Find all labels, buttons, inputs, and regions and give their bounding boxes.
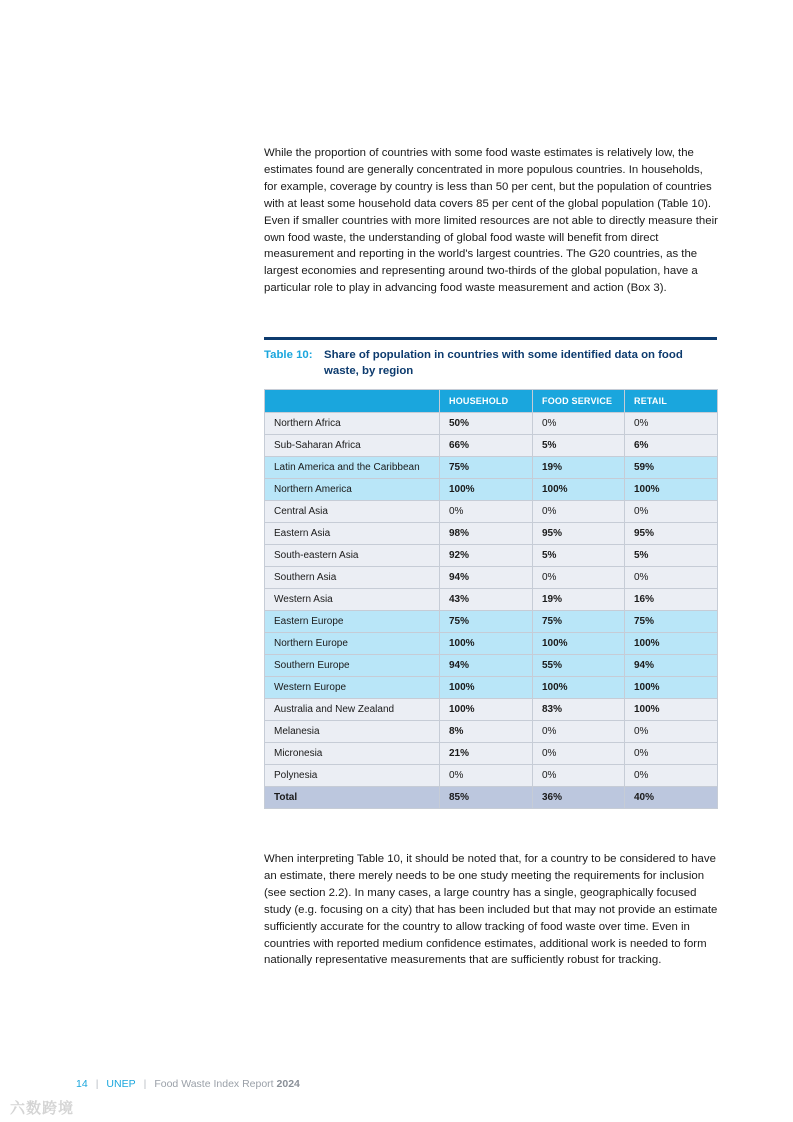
food-service-cell: 83% — [533, 699, 625, 721]
food-service-cell: 19% — [533, 457, 625, 479]
table-row — [265, 721, 718, 743]
header-region — [265, 390, 440, 413]
table-header-row — [265, 390, 718, 413]
table-title: Share of population in countries with some identified data on food waste, by region — [324, 349, 683, 377]
food-service-cell: 95% — [533, 523, 625, 545]
household-cell: 43% — [440, 589, 533, 611]
table-top-rule — [264, 337, 717, 340]
region-cell: Eastern Europe — [265, 611, 440, 633]
region-cell: Northern Africa — [265, 413, 440, 435]
footer-year: 2024 — [276, 1078, 300, 1090]
retail-cell: 75% — [625, 611, 718, 633]
food-service-cell: 100% — [533, 479, 625, 501]
food-service-cell: 0% — [533, 501, 625, 523]
food-service-cell: 0% — [533, 721, 625, 743]
region-cell: Western Asia — [265, 589, 440, 611]
table-row — [265, 787, 718, 809]
household-cell: 8% — [440, 721, 533, 743]
retail-cell: 100% — [625, 633, 718, 655]
table-row — [265, 633, 718, 655]
region-cell: Sub-Saharan Africa — [265, 435, 440, 457]
footer-report-title: Food Waste Index Report — [154, 1078, 274, 1090]
retail-cell: 0% — [625, 743, 718, 765]
household-cell: 100% — [440, 699, 533, 721]
retail-cell: 95% — [625, 523, 718, 545]
region-cell: South-eastern Asia — [265, 545, 440, 567]
intro-paragraph: While the proportion of countries with some food waste estimates is relatively low, the estimates found are generally concentrated in more populous countries. In households, for example, coverage by country is less than 50 per cent, but the population of countries with at least some household data covers 85 per cent of the global population (Table 10). Even if smaller countries with more limited resources are not able to directly measure their own food waste, the understanding of global food waste will benefit from direct measurement and reporting in the world's largest countries. The G20 countries, as the largest economies and representing around two-thirds of the global population, have a particular role to play in advancing food waste measurement and action (Box 3). — [264, 147, 718, 295]
retail-cell: 40% — [625, 787, 718, 809]
table-row — [265, 523, 718, 545]
region-cell: Polynesia — [265, 765, 440, 787]
region-cell: Northern Europe — [265, 633, 440, 655]
region-cell: Central Asia — [265, 501, 440, 523]
household-cell: 75% — [440, 611, 533, 633]
retail-cell: 5% — [625, 545, 718, 567]
region-cell: Total — [265, 787, 440, 809]
table-row — [265, 501, 718, 523]
table-row — [265, 413, 718, 435]
region-cell: Latin America and the Caribbean — [265, 457, 440, 479]
retail-cell: 0% — [625, 765, 718, 787]
watermark-text: 六数跨境 — [10, 1100, 75, 1117]
food-service-cell: 100% — [533, 633, 625, 655]
food-service-cell: 0% — [533, 567, 625, 589]
table-row — [265, 479, 718, 501]
table-row — [265, 743, 718, 765]
household-cell: 0% — [440, 765, 533, 787]
table-caption — [264, 348, 719, 379]
table-label: Table 10: — [264, 349, 313, 361]
food-service-cell: 0% — [533, 413, 625, 435]
header-retail: RETAIL — [625, 390, 718, 413]
region-cell: Micronesia — [265, 743, 440, 765]
region-cell: Eastern Asia — [265, 523, 440, 545]
header-food-service: FOOD SERVICE — [533, 390, 625, 413]
retail-cell: 100% — [625, 699, 718, 721]
table-row — [265, 655, 718, 677]
retail-cell: 100% — [625, 479, 718, 501]
retail-cell: 94% — [625, 655, 718, 677]
food-service-cell: 100% — [533, 677, 625, 699]
footer-org: UNEP — [106, 1078, 136, 1090]
population-share-table — [264, 389, 718, 809]
table-row — [265, 589, 718, 611]
retail-cell: 16% — [625, 589, 718, 611]
retail-cell: 100% — [625, 677, 718, 699]
interpretation-paragraph: When interpreting Table 10, it should be noted that, for a country to be considered to have an estimate, there merely needs to be one study meeting the requirements for inclusion (see section 2.2). In many cases, a large country has a single, geographically focused study (e.g. focusing on a city) that has been included but that may not provide an estimate sufficiently accurate for the country to allow tracking of food waste over time. Even in countries with reported medium confidence estimates, additional work is needed to form nationally representative measurements that are sufficiently robust for tracking. — [264, 853, 718, 967]
table-row — [265, 457, 718, 479]
household-cell: 50% — [440, 413, 533, 435]
household-cell: 98% — [440, 523, 533, 545]
household-cell: 94% — [440, 567, 533, 589]
watermark-logo — [10, 1097, 74, 1118]
household-cell: 94% — [440, 655, 533, 677]
household-cell: 75% — [440, 457, 533, 479]
food-service-cell: 0% — [533, 743, 625, 765]
region-cell: Western Europe — [265, 677, 440, 699]
table-row — [265, 677, 718, 699]
food-service-cell: 75% — [533, 611, 625, 633]
table-row — [265, 435, 718, 457]
page-number: 14 — [76, 1078, 88, 1090]
region-cell: Southern Europe — [265, 655, 440, 677]
table-row — [265, 699, 718, 721]
household-cell: 100% — [440, 633, 533, 655]
household-cell: 21% — [440, 743, 533, 765]
region-cell: Australia and New Zealand — [265, 699, 440, 721]
region-cell: Southern Asia — [265, 567, 440, 589]
region-cell: Northern America — [265, 479, 440, 501]
region-cell: Melanesia — [265, 721, 440, 743]
household-cell: 85% — [440, 787, 533, 809]
retail-cell: 59% — [625, 457, 718, 479]
household-cell: 100% — [440, 479, 533, 501]
household-cell: 92% — [440, 545, 533, 567]
retail-cell: 0% — [625, 721, 718, 743]
table-row — [265, 765, 718, 787]
retail-cell: 6% — [625, 435, 718, 457]
retail-cell: 0% — [625, 413, 718, 435]
household-cell: 66% — [440, 435, 533, 457]
header-household: HOUSEHOLD — [440, 390, 533, 413]
table-row — [265, 567, 718, 589]
food-service-cell: 5% — [533, 435, 625, 457]
retail-cell: 0% — [625, 501, 718, 523]
food-service-cell: 0% — [533, 765, 625, 787]
page-footer: 14 | UNEP | Food Waste Index Report 2024 — [76, 1078, 300, 1090]
household-cell: 100% — [440, 677, 533, 699]
food-service-cell: 55% — [533, 655, 625, 677]
retail-cell: 0% — [625, 567, 718, 589]
household-cell: 0% — [440, 501, 533, 523]
food-service-cell: 19% — [533, 589, 625, 611]
table-row — [265, 545, 718, 567]
food-service-cell: 5% — [533, 545, 625, 567]
table-row — [265, 611, 718, 633]
food-service-cell: 36% — [533, 787, 625, 809]
